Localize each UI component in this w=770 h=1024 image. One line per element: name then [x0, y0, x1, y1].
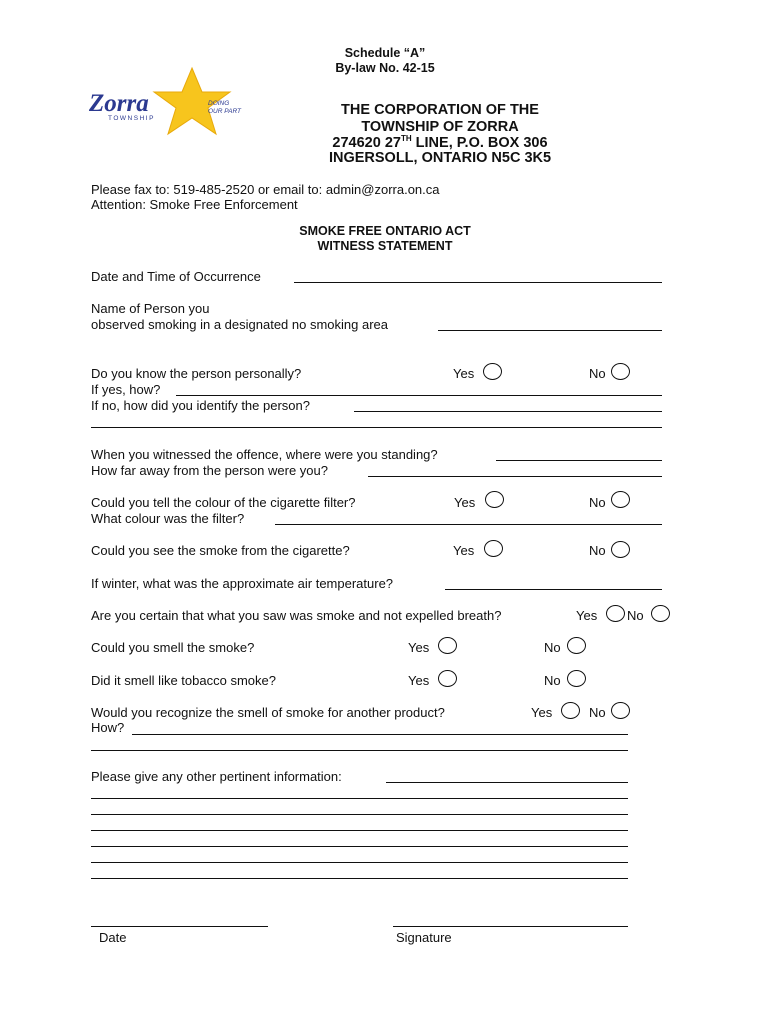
tobacco-yes-radio[interactable] [438, 670, 457, 687]
know-no-label: No [589, 366, 606, 381]
know-person-label: Do you know the person personally? [91, 366, 302, 381]
what-colour-field[interactable] [275, 524, 662, 525]
see-no-label: No [589, 543, 606, 558]
winter-field[interactable] [445, 589, 662, 590]
recognize-no-radio[interactable] [611, 702, 630, 719]
how-far-label: How far away from the person were you? [91, 463, 328, 478]
recognize-label: Would you recognize the smell of smoke for another product? [91, 705, 445, 720]
filter-yes-label: Yes [454, 495, 476, 510]
other-info-line-6[interactable] [91, 862, 628, 863]
header-line-3: 274620 27TH LINE, P.O. BOX 306 [332, 134, 548, 151]
how-label: How? [91, 720, 125, 735]
how-far-field[interactable] [368, 476, 662, 477]
if-yes-label: If yes, how? [91, 382, 161, 397]
filter-no-label: No [589, 495, 606, 510]
date-time-field[interactable] [294, 282, 662, 283]
date-time-label: Date and Time of Occurrence [91, 269, 261, 284]
recognize-yes-label: Yes [531, 705, 553, 720]
smell-yes-label: Yes [408, 640, 430, 655]
filter-colour-label: Could you tell the colour of the cigarette filter? [91, 495, 356, 510]
date-signature-field[interactable] [91, 926, 268, 927]
winter-label: If winter, what was the approximate air temperature? [91, 576, 394, 591]
schedule-title: Schedule “A” [344, 46, 426, 60]
name-label-1: Name of Person you [91, 301, 210, 316]
smell-no-label: No [544, 640, 561, 655]
standing-label: When you witnessed the offence, where were you standing? [91, 447, 438, 462]
see-yes-label: Yes [453, 543, 475, 558]
certain-label: Are you certain that what you saw was smoke and not expelled breath? [91, 608, 502, 623]
see-no-radio[interactable] [611, 541, 630, 558]
form-title-1: SMOKE FREE ONTARIO ACT [299, 224, 471, 238]
certain-no-radio[interactable] [651, 605, 670, 622]
attention-line: Attention: Smoke Free Enforcement [91, 197, 298, 212]
see-yes-radio[interactable] [484, 540, 503, 557]
header-line-4: INGERSOLL, ONTARIO N5C 3K5 [328, 150, 552, 166]
filter-no-radio[interactable] [611, 491, 630, 508]
name-label-2: observed smoking in a designated no smoking area [91, 317, 389, 332]
signature-label: Signature [396, 930, 452, 945]
how-field-continued[interactable] [91, 750, 628, 751]
certain-no-label: No [627, 608, 644, 623]
know-yes-radio[interactable] [483, 363, 502, 380]
logo-name: Zorra [89, 90, 149, 117]
header-line-1: THE CORPORATION OF THE [341, 102, 539, 118]
smell-no-radio[interactable] [567, 637, 586, 654]
if-no-field-continued[interactable] [91, 427, 662, 428]
how-field[interactable] [132, 734, 628, 735]
tobacco-yes-label: Yes [408, 673, 430, 688]
signature-field[interactable] [393, 926, 628, 927]
if-no-field[interactable] [354, 411, 662, 412]
zorra-logo [84, 66, 264, 138]
other-info-line-2[interactable] [91, 798, 628, 799]
tobacco-no-label: No [544, 673, 561, 688]
see-smoke-label: Could you see the smoke from the cigarette? [91, 543, 350, 558]
recognize-no-label: No [589, 705, 606, 720]
if-yes-field[interactable] [176, 395, 662, 396]
logo-tagline-1: DOING [208, 100, 230, 107]
recognize-yes-radio[interactable] [561, 702, 580, 719]
other-info-line-3[interactable] [91, 814, 628, 815]
other-info-label: Please give any other pertinent information: [91, 769, 342, 784]
form-title-2: WITNESS STATEMENT [317, 239, 453, 253]
date-label: Date [99, 930, 127, 945]
certain-yes-label: Yes [576, 608, 598, 623]
other-info-line-4[interactable] [91, 830, 628, 831]
name-field[interactable] [438, 330, 662, 331]
tobacco-label: Did it smell like tobacco smoke? [91, 673, 276, 688]
logo-township: TOWNSHIP [108, 115, 155, 122]
header-line-2: TOWNSHIP OF ZORRA [361, 119, 519, 135]
bylaw-number: By-law No. 42-15 [335, 61, 435, 75]
know-yes-label: Yes [453, 366, 475, 381]
what-colour-label: What colour was the filter? [91, 511, 245, 526]
smell-yes-radio[interactable] [438, 637, 457, 654]
tobacco-no-radio[interactable] [567, 670, 586, 687]
standing-field[interactable] [496, 460, 662, 461]
certain-yes-radio[interactable] [606, 605, 625, 622]
logo-tagline-2: OUR PART [208, 108, 241, 115]
other-info-line-5[interactable] [91, 846, 628, 847]
other-info-line-7[interactable] [91, 878, 628, 879]
fax-email-line: Please fax to: 519-485-2520 or email to: admin@zorra.on.ca [91, 182, 440, 197]
other-info-field[interactable] [386, 782, 628, 783]
filter-yes-radio[interactable] [485, 491, 504, 508]
know-no-radio[interactable] [611, 363, 630, 380]
if-no-label: If no, how did you identify the person? [91, 398, 310, 413]
smell-smoke-label: Could you smell the smoke? [91, 640, 255, 655]
